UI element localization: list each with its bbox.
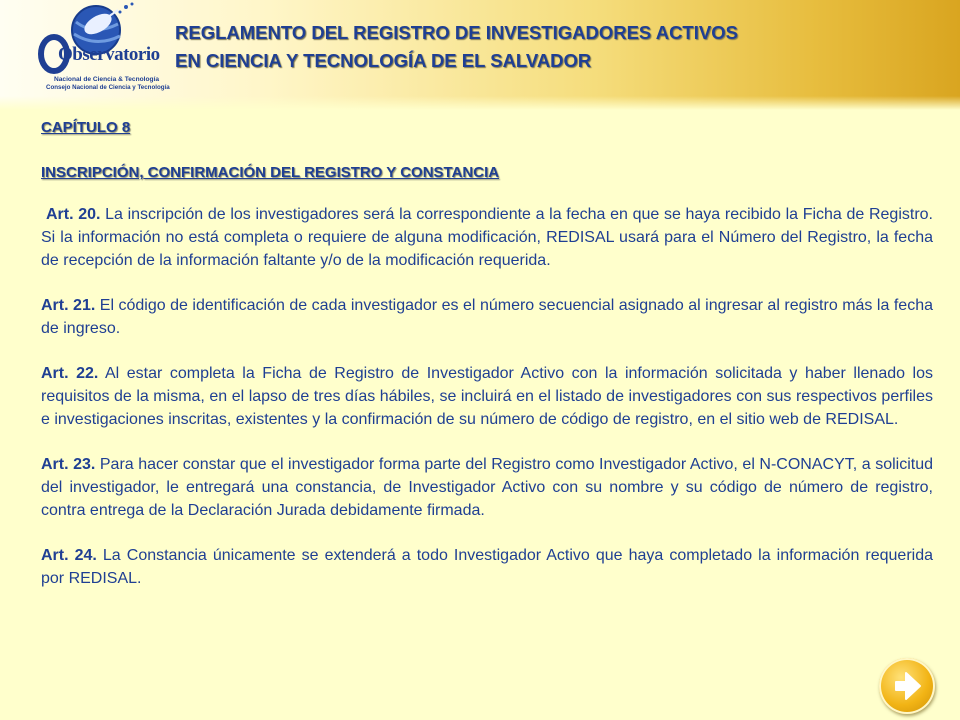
article-label: Art. 24. [41,547,97,564]
logo-name: Observatorio [58,44,160,65]
article-24 [41,544,933,590]
article-text: El código de identificación de cada investigador es el número secuencial asignado al ingresar al registro más la fecha de ingreso. [41,297,933,337]
arrow-right-icon [879,658,935,714]
article-22 [41,362,933,431]
article-label: Art. 23. [41,456,96,473]
article-text: La Constancia únicamente se extenderá a todo Investigador Activo que haya completado la información requerida por REDISAL. [41,547,934,587]
header [0,0,960,110]
logo-subtitle-2: Consejo Nacional de Ciencia y Tecnología [46,84,170,91]
header-fade [0,96,960,110]
title-line-1: REGLAMENTO DEL REGISTRO DE INVESTIGADORES ACTIVOS [175,22,738,43]
article-text: Para hacer constar que el investigador forma parte del Registro como Investigador Activo, el N-CONACYT, a solicitud del investigador, le entregará una constancia, de Investigador Activo con su nombre y su código de número de registro, contra entrega de la Declaración Jurada debidamente firmada. [41,456,933,519]
article-label: Art. 22. [41,365,99,382]
next-slide-button[interactable] [879,658,935,714]
observatorio-logo [14,2,170,94]
article-label: Art. 21. [41,297,96,314]
chapter-heading: CAPÍTULO 8 [41,119,131,136]
title-line-2: EN CIENCIA Y TECNOLOGÍA DE EL SALVADOR [175,50,592,71]
article-21 [41,294,933,340]
document-body [41,116,933,612]
article-23 [41,453,933,522]
logo-subtitle-1: Nacional de Ciencia & Tecnología [54,76,160,83]
section-heading: INSCRIPCIÓN, CONFIRMACIÓN DEL REGISTRO Y CONSTANCIA [41,164,500,181]
article-label: Art. 20. [46,206,101,223]
article-text: La inscripción de los investigadores será la correspondiente a la fecha en que se haya recibido la Ficha de Registro. Si la información no está completa o requiere de alguna modificación, REDISAL usará para el Número del Registro, la fecha de recepción de la información faltante y/o de la modificación requerida. [41,206,933,269]
article-text: Al estar completa la Ficha de Registro de Investigador Activo con la información solicitada y haber llenado los requisitos de la misma, en el lapso de tres días hábiles, se incluirá en el listado de investigadores con sus respectivos perfiles e investigaciones inscritas, existentes y la confirmación de su número de código de registro, en el sitio web de REDISAL. [41,365,933,428]
document-title [175,19,738,75]
article-20 [41,203,933,272]
